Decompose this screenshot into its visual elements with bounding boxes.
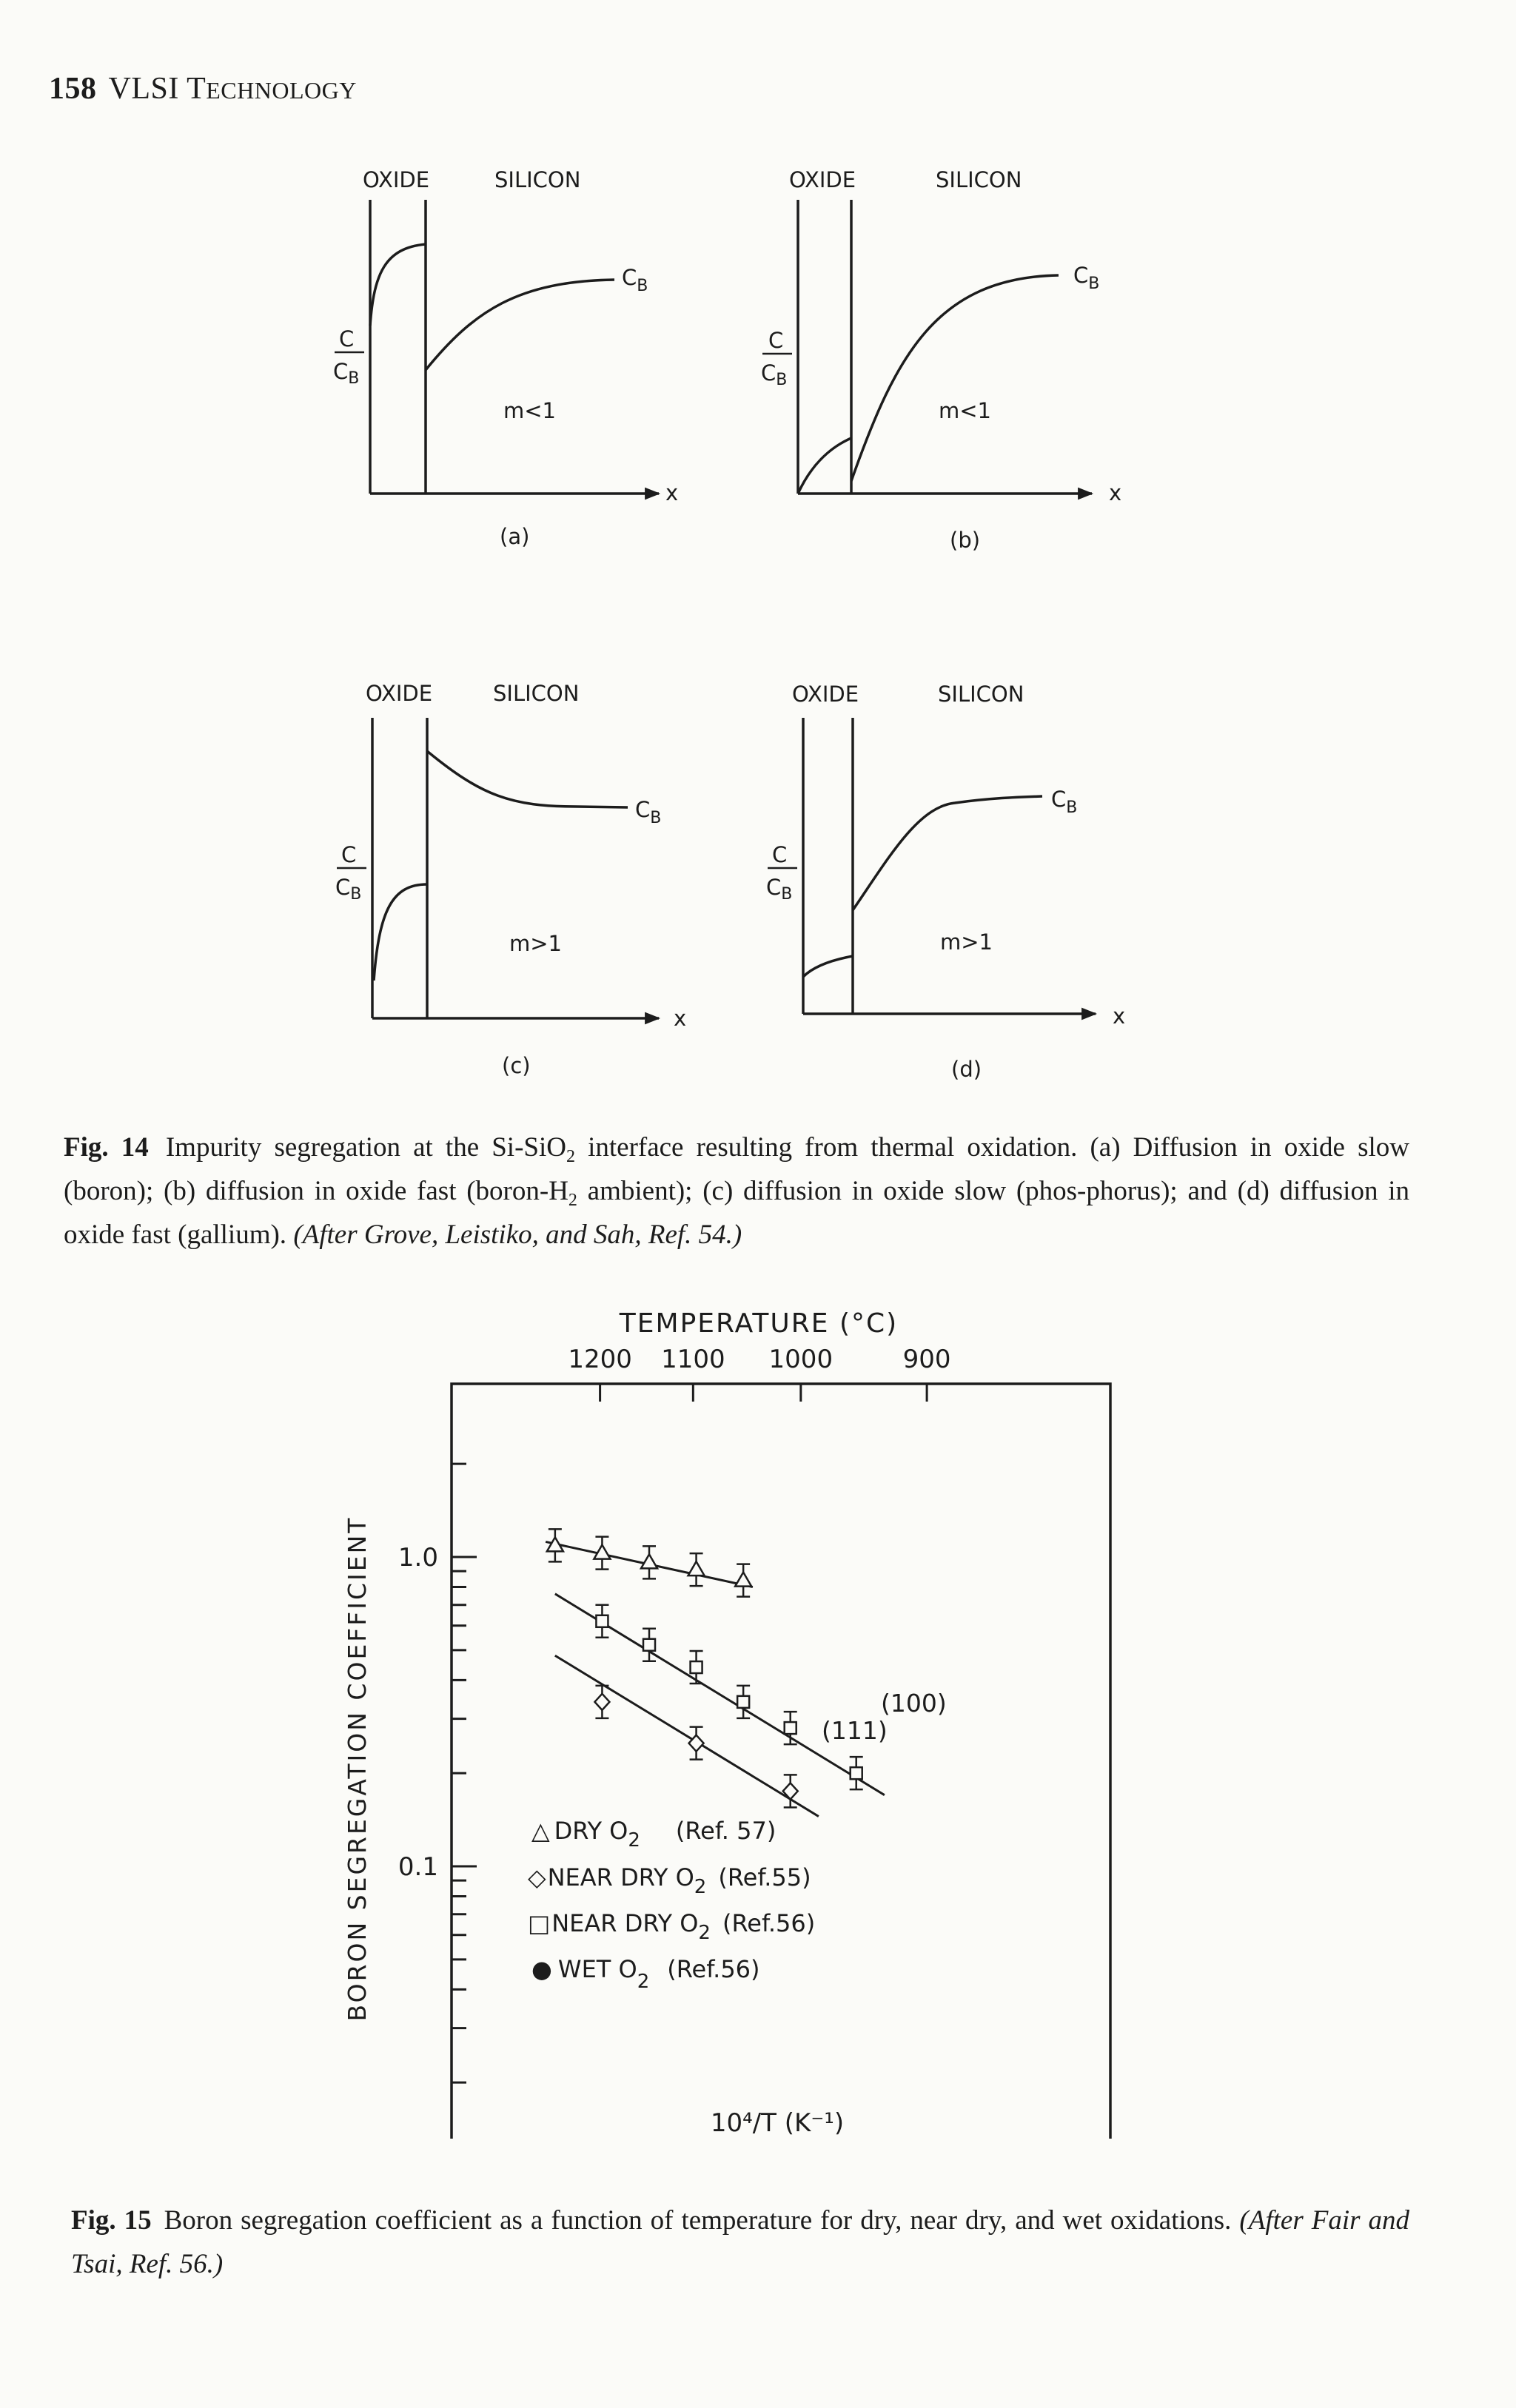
panel-a-x-label: x bbox=[665, 480, 679, 505]
running-title: VLSI TECHNOLOGY bbox=[108, 72, 357, 106]
plot-frame bbox=[452, 1384, 1110, 2139]
panel-d-ylabel-num: C bbox=[772, 842, 788, 867]
square-marker bbox=[785, 1722, 796, 1734]
panel-d-oxide: OXIDE bbox=[792, 682, 859, 707]
panel-a-label: (a) bbox=[500, 524, 530, 549]
panel-a bbox=[370, 200, 659, 494]
y-tick-label: 0.1 bbox=[398, 1852, 438, 1882]
panel-b-x-label: x bbox=[1109, 480, 1122, 505]
fig14-caption: Fig. 14 Impurity segregation at the Si-SiO$_2$ interface resulting from thermal oxidation. (a) Diffusion in oxide slow (boron); (b) diffusion in oxide fast ($boron-H_2$ ambient); (c) diffusion in oxide slow (phos-phorus); and (d) diffusion in oxide fast (gallium). (After Grove, Leistiko, and Sah, Ref. 54.) bbox=[64, 1132, 1409, 1250]
top-tick-label: 1100 bbox=[661, 1345, 725, 1374]
fig15-caption: Fig. 15 Boron segregation coefficient as a function of temperature for dry, near dry, and wet oxidations. (After Fair and Tsai, Ref. 56.) bbox=[71, 2205, 1409, 2279]
panel-b-ratio: m<1 bbox=[939, 398, 991, 423]
top-tick-label: 900 bbox=[902, 1345, 951, 1374]
panel-b-silicon: SILICON bbox=[936, 167, 1022, 192]
panel-a-oxide: OXIDE bbox=[363, 167, 430, 192]
panel-c-label: (c) bbox=[502, 1053, 531, 1078]
line-label-100: (100) bbox=[881, 1689, 947, 1718]
x-axis-label: 10⁴/T (K⁻¹) bbox=[710, 2108, 845, 2138]
data-point bbox=[641, 1546, 657, 1578]
top-tick-label: 1000 bbox=[768, 1345, 834, 1374]
legend-item-near-dry-55: ◇NEAR DRY $O_2$ (Ref.55) bbox=[528, 1863, 811, 1898]
square-marker bbox=[643, 1639, 655, 1651]
panel-d bbox=[803, 718, 1096, 1014]
panel-d-x-label: x bbox=[1113, 1003, 1126, 1029]
panel-c-oxide: OXIDE bbox=[366, 681, 433, 706]
square-marker bbox=[691, 1661, 702, 1673]
data-point bbox=[595, 1605, 608, 1638]
figure-14 bbox=[0, 0, 1516, 1110]
y-axis-label: BORON SEGREGATION COEFFICIENT bbox=[343, 1516, 372, 2022]
square-marker bbox=[737, 1696, 749, 1708]
triangle-marker bbox=[735, 1573, 751, 1587]
data-point bbox=[689, 1727, 704, 1760]
panel-c-ylabel-den: $C_B$ bbox=[335, 875, 362, 904]
line-label-111: (111) bbox=[822, 1716, 888, 1745]
y-tick-label: 1.0 bbox=[398, 1543, 438, 1573]
panel-a-ylabel-num: C bbox=[339, 326, 355, 352]
panel-b bbox=[798, 200, 1092, 494]
square-marker bbox=[851, 1767, 862, 1779]
diamond-marker bbox=[594, 1694, 609, 1710]
data-point bbox=[594, 1537, 610, 1570]
panel-d-silicon: SILICON bbox=[938, 682, 1024, 707]
fig14-credit: (After Grove, Leistiko, and Sah, Ref. 54.) bbox=[293, 1220, 742, 1250]
data-point bbox=[688, 1553, 705, 1586]
panel-b-label: (b) bbox=[950, 528, 981, 553]
panel-a-silicon: SILICON bbox=[494, 167, 581, 192]
fig14-number: Fig. 14 bbox=[64, 1132, 149, 1163]
panel-a-cb: $C_B$ bbox=[622, 265, 648, 295]
panel-d-ratio: m>1 bbox=[940, 929, 993, 955]
data-point bbox=[737, 1686, 750, 1718]
panel-c-silicon: SILICON bbox=[493, 681, 580, 706]
panel-b-cb: $C_B$ bbox=[1073, 263, 1100, 293]
panel-b-ylabel-num: C bbox=[768, 328, 784, 353]
square-marker bbox=[596, 1615, 608, 1627]
panel-d-label: (d) bbox=[951, 1057, 982, 1082]
panel-c bbox=[372, 718, 662, 1018]
panel-c-cb: $C_B$ bbox=[635, 797, 662, 827]
fit-line bbox=[555, 1655, 819, 1816]
panel-a-ratio: m<1 bbox=[503, 398, 556, 423]
panel-d-ylabel-den: $C_B$ bbox=[766, 875, 793, 904]
fig15-credit: (After Fair and Tsai, Ref. 56.) bbox=[71, 2205, 1409, 2279]
panel-b-oxide: OXIDE bbox=[789, 167, 856, 192]
legend-item-near-dry-56: □NEAR DRY $O_2$ (Ref.56) bbox=[528, 1909, 816, 1944]
top-tick-label: 1200 bbox=[568, 1345, 632, 1374]
legend-item-wet: ● WET $O_2$ (Ref.56) bbox=[531, 1955, 760, 1993]
panel-a-ylabel-den: $C_B$ bbox=[333, 359, 360, 388]
panel-c-ylabel-num: C bbox=[341, 842, 357, 867]
panel-b-ylabel-den: $C_B$ bbox=[761, 360, 788, 389]
data-point bbox=[690, 1651, 703, 1684]
data-point bbox=[547, 1529, 563, 1561]
triangle-marker bbox=[641, 1554, 657, 1568]
fig15-number: Fig. 15 bbox=[71, 2205, 152, 2236]
triangle-marker bbox=[688, 1561, 705, 1575]
top-axis-title: TEMPERATURE (°C) bbox=[619, 1308, 899, 1339]
data-point bbox=[850, 1757, 863, 1789]
page-number: 158 bbox=[49, 72, 97, 106]
data-point bbox=[594, 1686, 609, 1718]
legend bbox=[528, 1817, 815, 1993]
panel-c-ratio: m>1 bbox=[509, 931, 562, 956]
panel-d-cb: $C_B$ bbox=[1051, 787, 1078, 817]
data-point bbox=[735, 1564, 751, 1597]
data-point bbox=[643, 1629, 656, 1661]
legend-item-dry: △ DRY $O_2$ (Ref. 57) bbox=[531, 1817, 777, 1852]
panel-c-x-label: x bbox=[674, 1006, 687, 1031]
figure-15-chart bbox=[0, 1302, 1516, 2139]
